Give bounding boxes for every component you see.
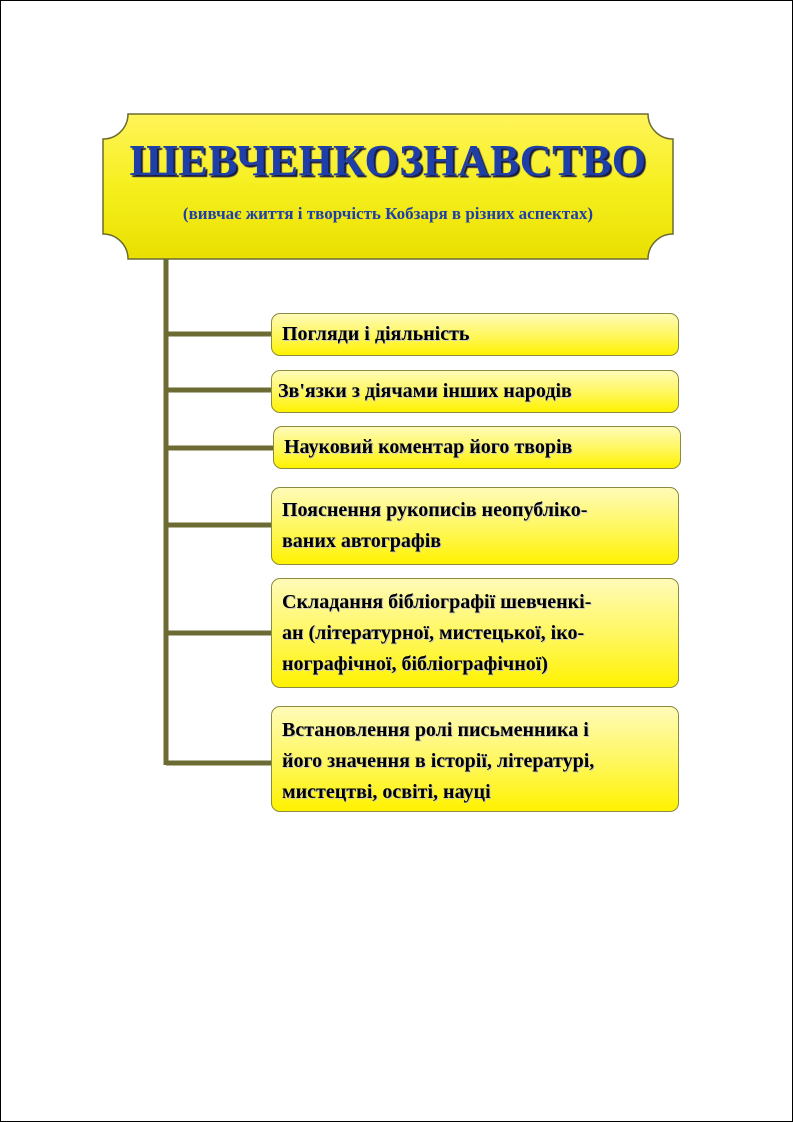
branch-text: Погляди і діяльність — [282, 323, 470, 345]
branch-text: Встановлення ролі письменника і його значення в історії, літературі, мистецтві, освіті, науці — [282, 719, 595, 803]
branch-text: Науковий коментар його творів — [284, 436, 573, 458]
branch-text: Складання бібліографії шевченкі- ан (літературної, мистецької, іко- нографічної, бібліографічної) — [282, 591, 592, 675]
branch-box-bibliography — [271, 578, 679, 688]
diagram-subtitle: (вивчає життя і творчість Кобзаря в різних аспектах) — [182, 204, 594, 223]
branch-text: Зв'язки з діячами інших народів — [278, 380, 572, 402]
branch-box-role-significance — [271, 706, 679, 812]
diagram-title: ШЕВЧЕНКОЗНАВСТВО — [129, 136, 647, 185]
branch-box-scholarly-commentary — [273, 426, 681, 469]
branch-box-links-foreign — [271, 370, 679, 413]
branch-box-views-activity — [271, 313, 679, 356]
branch-box-manuscripts — [271, 487, 679, 565]
branch-text: Пояснення рукописів неопублiко- ваних автографів — [282, 499, 588, 552]
